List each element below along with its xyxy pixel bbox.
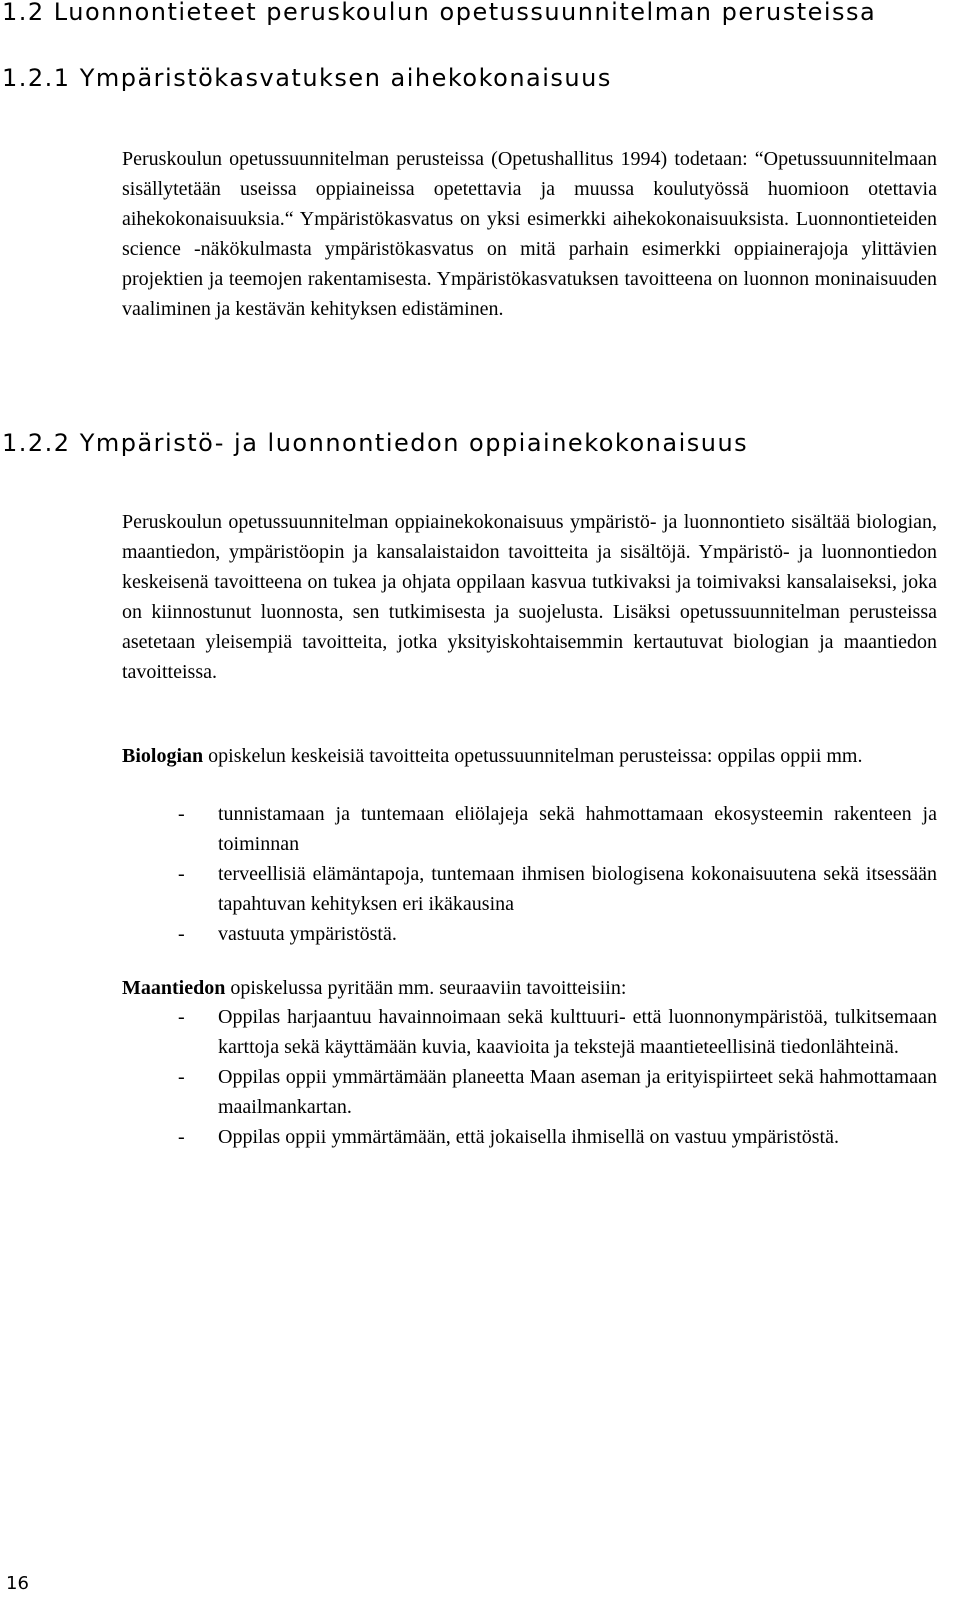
list-item-text: terveellisiä elämäntapoja, tuntemaan ihmisen biologisena kokonaisuutena sekä itsessään tapahtuvan kehityksen eri ikäkausina	[218, 863, 937, 915]
biology-intro-text: opiskelun keskeisiä tavoitteita opetussuunnitelman perusteissa: oppilas oppii mm.	[203, 745, 863, 767]
section-heading-environment-science: 1.2.2 Ympäristö- ja luonnontiedon oppiainekokonaisuus	[2, 429, 749, 457]
biology-goals-list	[122, 799, 937, 949]
list-item-text: tunnistamaan ja tuntemaan eliölajeja sekä hahmottamaan ekosysteemin rakenteen ja toiminnan	[218, 803, 937, 855]
geography-goals-list	[122, 1002, 937, 1152]
list-item	[122, 1122, 937, 1152]
geography-intro-text: opiskelussa pyritään mm. seuraaviin tavoitteisiin:	[225, 977, 627, 999]
environmental-education-paragraph: Peruskoulun opetussuunnitelman perusteissa (Opetushallitus 1994) todetaan: “Opetussuunnitelmaan sisällytetään useissa oppiaineissa opetettavia ja muussa koulutyössä huomioon otettavia aihekokonaisuuksia.“ Ympäristökasvatus on yksi esimerkki aihekokonaisuuksista. Luonnontieteiden science -näkökulmasta ympäristökasvatus on mitä parhain esimerkki oppiainerajoja ylittävien projektien ja teemojen rakentamisesta. Ympäristökasvatuksen tavoitteena on luonnon moninaisuuden vaaliminen ja kestävän kehityksen edistäminen.	[122, 148, 937, 320]
bullet-dash: -	[178, 923, 185, 945]
list-item-text: Oppilas harjaantuu havainnoimaan sekä kulttuuri- että luonnonympäristöä, tulkitsemaan karttoja sekä käyttämään kuvia, kaavioita ja tekstejä maantieteellisinä tiedonlähteinä.	[218, 1006, 937, 1058]
list-item-text: Oppilas oppii ymmärtämään planeetta Maan aseman ja erityispiirteet sekä hahmottamaan maailmankartan.	[218, 1066, 937, 1118]
bullet-dash: -	[178, 863, 185, 885]
bullet-dash: -	[178, 803, 185, 825]
chapter-heading: 1.2 Luonnontieteet peruskoulun opetussuunnitelman perusteissa	[2, 0, 877, 26]
list-item	[122, 919, 937, 949]
bullet-dash: -	[178, 1066, 185, 1088]
geography-intro-paragraph	[122, 973, 937, 1003]
biology-intro-paragraph	[122, 741, 937, 771]
biology-term: Biologian	[122, 745, 204, 767]
bullet-dash: -	[178, 1126, 185, 1148]
section-heading-environmental-education: 1.2.1 Ympäristökasvatuksen aihekokonaisuus	[2, 64, 612, 92]
page-number: 16	[6, 1573, 29, 1594]
list-item-text: Oppilas oppii ymmärtämään, että jokaisella ihmisellä on vastuu ympäristöstä.	[218, 1126, 839, 1148]
list-item-text: vastuuta ympäristöstä.	[218, 923, 397, 945]
list-item	[122, 859, 937, 919]
list-item	[122, 1002, 937, 1062]
environment-science-paragraph: Peruskoulun opetussuunnitelman oppiainekokonaisuus ympäristö- ja luonnontieto sisältää biologian, maantiedon, ympäristöopin ja kansalaistaidon tavoitteita ja sisältöjä. Ympäristö- ja luonnontiedon keskeisenä tavoitteena on tukea ja ohjata oppilaan kasvua tutkivaksi ja toimivaksi kansalaiseksi, joka on kiinnostunut luonnosta, sen tutkimisesta ja suojelusta. Lisäksi opetussuunnitelman perusteissa asetetaan yleisempiä tavoitteita, jotka yksityiskohtaisemmin kertautuvat biologian ja maantiedon tavoitteissa.	[122, 511, 937, 683]
list-item	[122, 799, 937, 859]
bullet-dash: -	[178, 1006, 185, 1028]
list-item	[122, 1062, 937, 1122]
geography-term: Maantiedon	[122, 977, 226, 999]
